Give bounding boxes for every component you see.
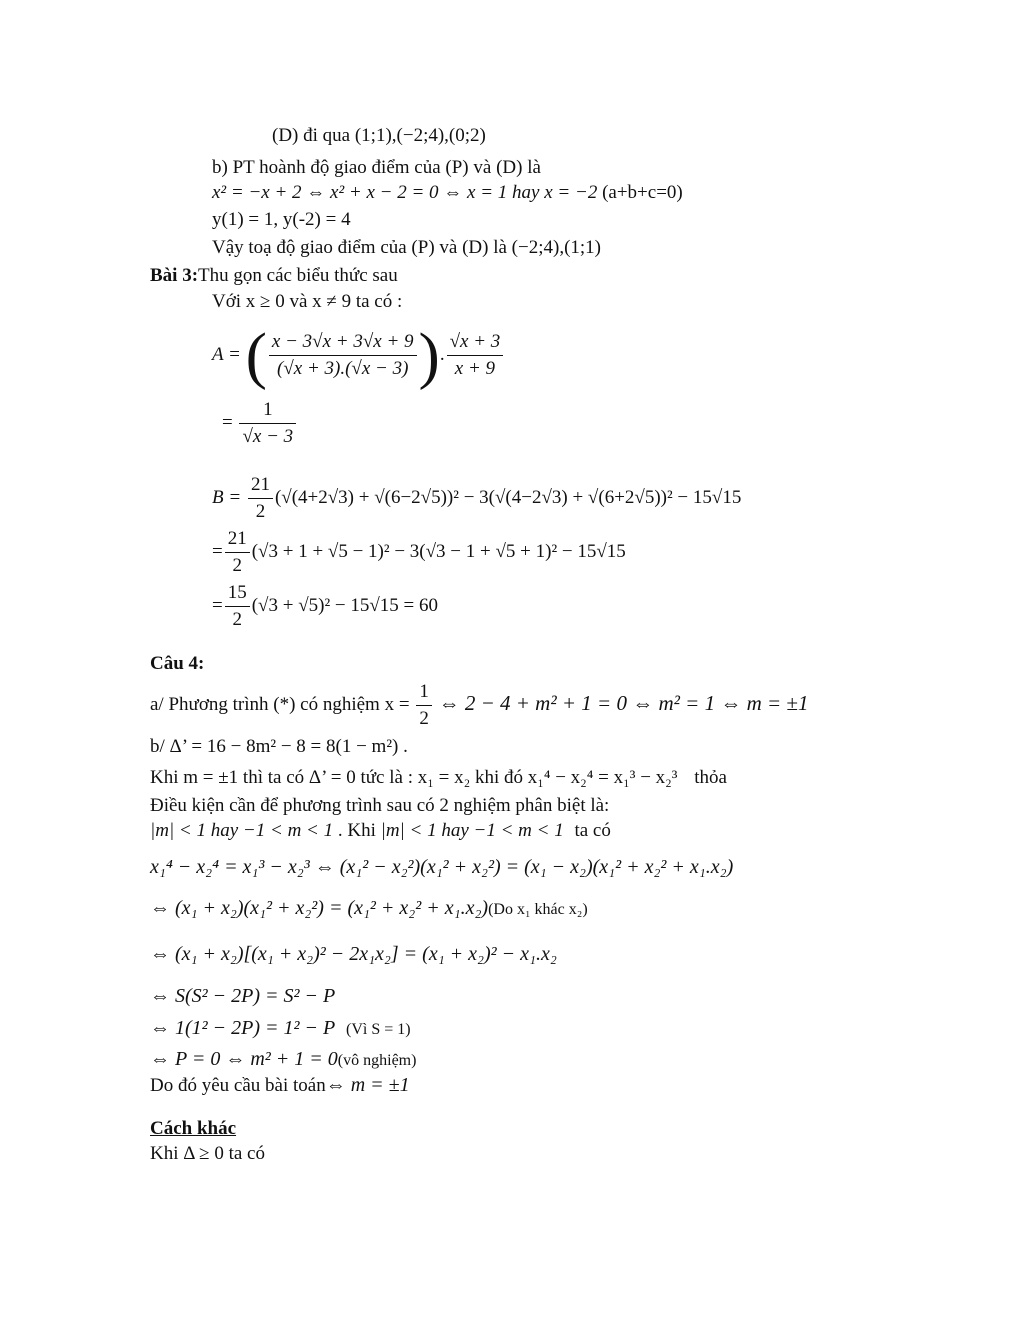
a-fraction-2	[447, 329, 504, 382]
cau-4-h: ⇔ (x₁ + x₂)[(x₁ + x₂)² − 2x₁x₂] = (x₁ + x₂)² − x₁.x₂	[150, 943, 557, 965]
c4c-tail: thỏa	[694, 767, 727, 788]
c4j-eq: ⇔ 1(1² − 2P) = 1² − P	[150, 1017, 336, 1039]
b3-eq: =	[212, 595, 223, 616]
a2-denominator: √x − 3	[242, 426, 294, 448]
text-line-condition: Với x ≥ 0 và x ≠ 9 ta có :	[212, 291, 403, 312]
a-fraction-1	[269, 329, 417, 382]
b2-rest: (√3 + 1 + √5 − 1)² − 3(√3 − 1 + √5 + 1)² − 15√15	[251, 541, 626, 562]
cau-4-f: x₁⁴ − x₂⁴ = x₁³ − x₂³ ⇔ (x₁² − x₂²)(x₁² + x₂²) = (x₁ − x₂)(x₁² + x₂² + x₁.x₂)	[150, 856, 734, 878]
cau-4-d: Điều kiện cần để phương trình sau có 2 nghiệm phân biệt là:	[150, 795, 610, 816]
b3-fraction	[225, 580, 250, 633]
equation-note: (a+b+c=0)	[602, 182, 683, 203]
c4a-pre: a/ Phương trình (*) có nghiệm x =	[150, 694, 410, 715]
heading-cach-khac: Cách khác	[150, 1118, 237, 1139]
a2-numerator: 1	[239, 397, 296, 424]
cau-4-l	[150, 1073, 410, 1098]
c4a-post: ⇔ 2 − 4 + m² + 1 = 0 ⇔ m² = 1 ⇔ m = ±1	[438, 691, 809, 715]
right-paren: )	[418, 319, 440, 391]
c4e-taco: ta có	[574, 820, 611, 841]
b3-rest: (√3 + √5)² − 15√15 = 60	[251, 595, 438, 616]
a-denominator-1: (√x + 3).(√x − 3)	[277, 358, 409, 380]
c4a-fraction-den: 2	[419, 708, 429, 730]
cau-4-k	[150, 1047, 416, 1073]
a-numerator-2: √x + 3	[447, 329, 504, 356]
text-line-d-points: (D) đi qua (1;1),(−2;4),(0;2)	[272, 125, 486, 146]
heading-bai-3	[150, 264, 398, 288]
c4a-fraction	[416, 679, 432, 732]
b-fraction-num: 21	[248, 472, 273, 499]
b-rest: (√(4+2√3) + √(6−2√5))² − 3(√(4−2√3) + √(6+2√5))² − 15√15	[274, 487, 742, 508]
cau-4-a	[150, 676, 808, 730]
text-line-conclusion: Vậy toạ độ giao điểm của (P) và (D) là (−2;4),(1;1)	[212, 237, 602, 258]
b-fraction-den: 2	[255, 501, 266, 523]
expression-b-step3	[212, 578, 438, 634]
c4a-fraction-num: 1	[416, 679, 432, 706]
a-numerator-1: x − 3√x + 3√x + 9	[269, 329, 417, 356]
cau-4-j	[150, 1016, 411, 1042]
c4j-note: (Vì S = 1)	[345, 1021, 411, 1038]
cau-4-g	[150, 896, 588, 922]
b2-eq: =	[212, 541, 223, 562]
c4k-note: (vô nghiệm)	[337, 1052, 417, 1069]
expression-b	[212, 470, 741, 526]
cau-4-c	[150, 766, 727, 790]
a2-eq: =	[222, 412, 233, 433]
c4k-eq: ⇔ P = 0 ⇔ m² + 1 = 0	[150, 1048, 338, 1070]
heading-cau-4: Câu 4:	[150, 653, 205, 674]
text-line-b-intersection: b) PT hoành độ giao điểm của (P) và (D) là	[212, 157, 541, 178]
a-lhs: A =	[212, 344, 241, 365]
heading-label: Bài 3:	[150, 265, 199, 286]
c4e-khi: . Khi	[337, 820, 376, 841]
cau-4-b: b/ Δ’ = 16 − 8m² − 8 = 8(1 − m²) .	[150, 736, 408, 757]
a2-fraction	[239, 397, 296, 450]
a-denominator-2: x + 9	[454, 358, 496, 380]
b2-fraction-den: 2	[232, 555, 242, 577]
b2-fraction-num: 21	[225, 526, 250, 553]
c4c-text: Khi m = ±1 thì ta có Δ’ = 0 tức là : x₁ = x₂ khi đó x₁⁴ − x₂⁴ = x₁³ − x₂³	[150, 767, 678, 788]
heading-text: Thu gọn các biểu thức sau	[198, 265, 398, 286]
expression-a: A = ( $\frac{x - 3√x + 3√x + 9}{(√x + 3).(√x - 3)}$ ). $\frac{√x + 3}{x + 9}$	[212, 318, 505, 392]
cau-4-e	[150, 819, 611, 843]
c4e-cond-1: |m| < 1 hay −1 < m < 1	[150, 820, 334, 841]
b-fraction	[248, 472, 273, 525]
expression-b-step2	[212, 524, 626, 580]
cau-4-i: ⇔ S(S² − 2P) = S² − P	[150, 985, 336, 1007]
cach-khac-line: Khi Δ ≥ 0 ta có	[150, 1143, 265, 1164]
c4l-text: Do đó yêu cầu bài toán	[150, 1075, 326, 1096]
c4l-eq: ⇔ m = ±1	[325, 1074, 410, 1096]
text-line-y-values: y(1) = 1, y(-2) = 4	[212, 209, 351, 230]
equation-line-1	[212, 181, 683, 205]
c4g-eq: ⇔ (x₁ + x₂)(x₁² + x₂²) = (x₁² + x₂² + x₁.x₂)	[150, 897, 489, 919]
expression-a-result	[222, 395, 298, 451]
b3-fraction-den: 2	[232, 609, 242, 631]
c4e-cond-2: |m| < 1 hay −1 < m < 1	[380, 820, 564, 841]
b-lhs: B =	[212, 487, 242, 508]
b3-fraction-num: 15	[225, 580, 250, 607]
c4g-note: (Do x₁ khác x₂)	[488, 901, 588, 918]
equation-text: x² = −x + 2 ⇔ x² + x − 2 = 0 ⇔ x = 1 hay x = −2	[212, 182, 598, 203]
left-paren: (	[245, 319, 267, 391]
b2-fraction	[225, 526, 250, 579]
